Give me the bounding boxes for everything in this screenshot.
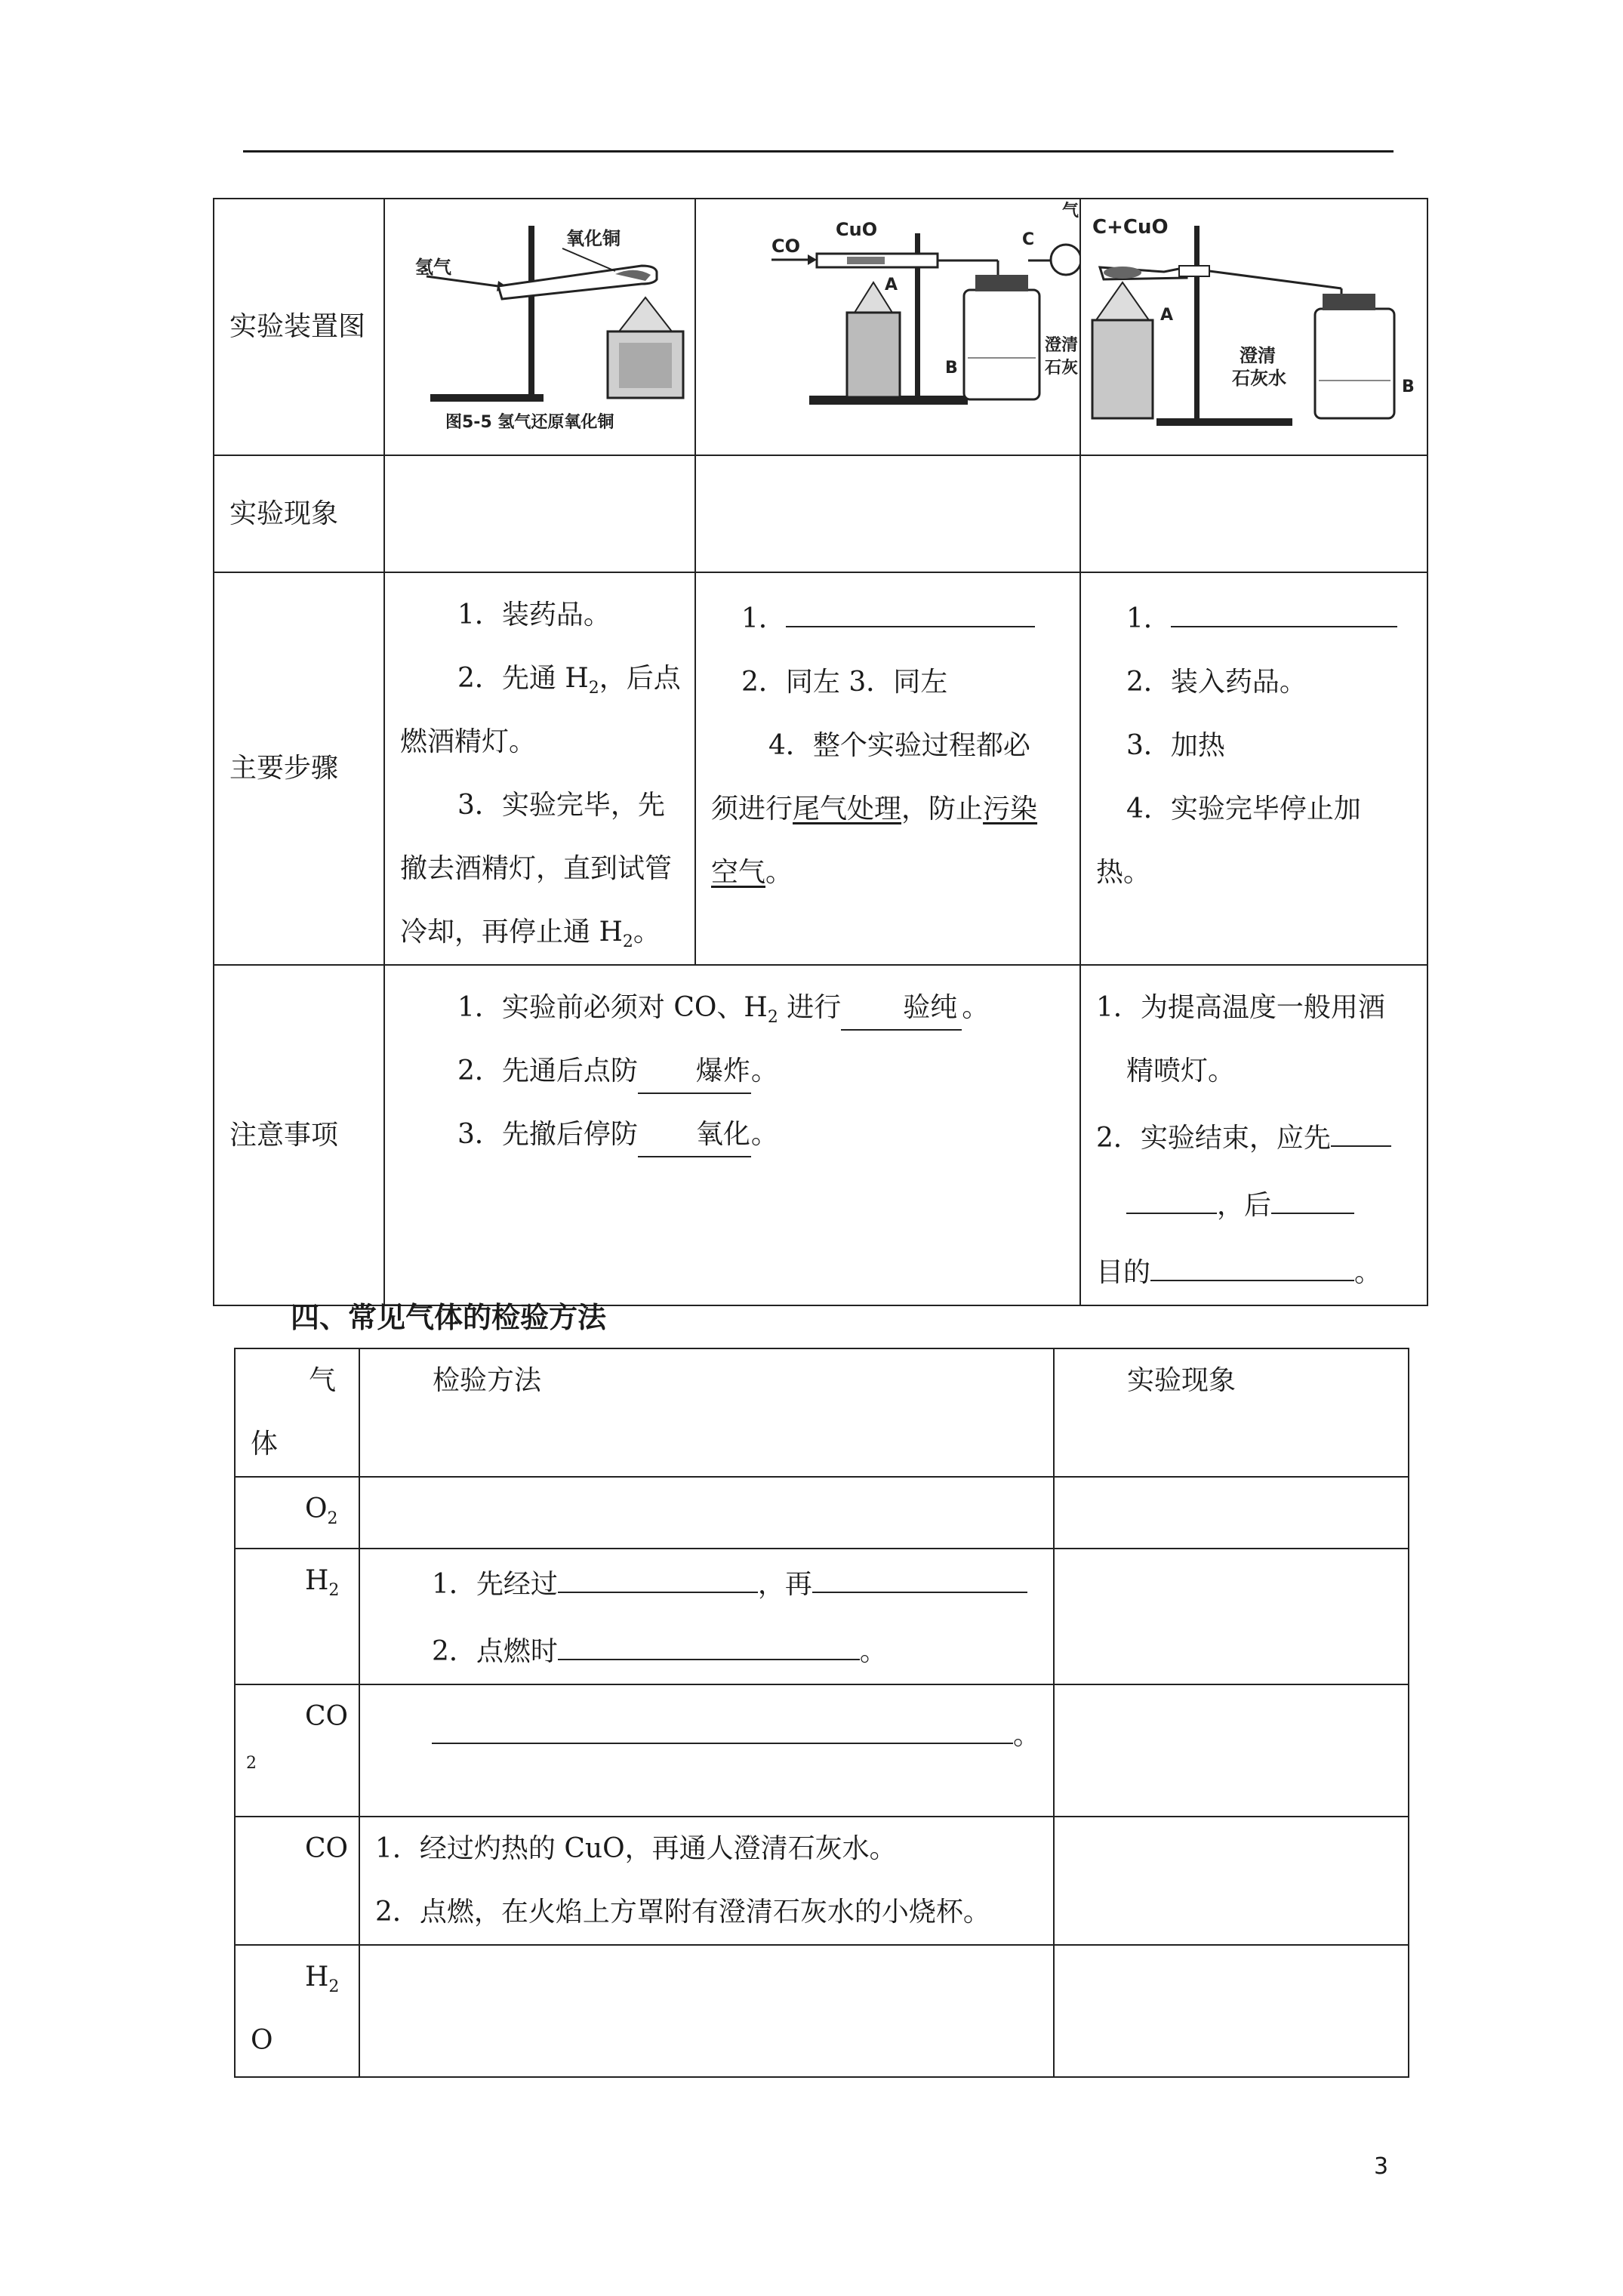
limewater-label-2: 石灰 [1045,359,1079,378]
gas-h2o: $H_2$ O [235,1945,359,2077]
phenomenon-h2 [1054,1549,1409,1684]
notes-h2-co [384,965,1080,1305]
note-c-2: 2．实验结束，应先 [1096,1103,1418,1170]
h2-method-blank-1[interactable] [558,1549,758,1593]
c-step-2: 2．装入药品。 [1126,667,1307,698]
h2-step-3: 3．实验完毕，先 [457,790,665,821]
phenomenon-co [1054,1817,1409,1945]
method-co [359,1817,1054,1945]
limewater-label-1: 澄清 [1045,336,1079,355]
steps-h2 [384,572,695,965]
phenomenon-c [1080,455,1427,572]
phenomenon-co [695,455,1080,572]
h2-step-2-cont: 燃酒精灯。 [400,726,537,757]
h2-method-blank-3[interactable] [558,1616,860,1660]
c-step-4: 4．实验完毕停止加 [1126,794,1361,824]
method-h2: 1．先经过 ，再 2．点燃时 。 [359,1549,1054,1684]
co-apparatus-figure [696,199,1079,455]
limewater-label-4: 石灰水 [1232,368,1286,389]
label-b: B [945,359,958,378]
page-number: 3 [1374,2153,1389,2180]
co-step-4: 4．整个实验过程都必 [768,730,1030,761]
c-step-3: 3．加热 [1126,730,1225,761]
method-o2 [359,1477,1054,1549]
gas-h2: $H_2$ [235,1549,359,1684]
co-step-1: 1． [711,584,1070,651]
gas-test-table [234,1348,1409,2078]
h2-step-3-end: 冷却，再停止通 $H_2$。 [400,917,661,952]
co-method-2: 2．点燃，在火焰上方罩附有澄清石灰水的小烧杯。 [375,1897,990,1928]
phenomenon-co2 [1054,1684,1409,1817]
method-co2: 。 [359,1684,1054,1817]
section-heading: 四、常见气体的检验方法 [291,1300,607,1334]
note-c-2-blank-2[interactable] [1126,1170,1217,1214]
header-method: 检验方法 [359,1348,1054,1477]
note-c-3-blank[interactable] [1150,1237,1354,1281]
h2-step-2: 2．先通 $H_2$，后点 [457,663,681,698]
phenomenon-h2 [384,455,695,572]
header-rule [243,150,1394,153]
label-a: A [885,276,898,294]
co-step-4-cont: 须进行尾气处理，防止污染 [711,794,1038,824]
experiment-table [213,198,1428,1306]
note-c-1: 1．为提高温度一般用酒 [1096,992,1385,1023]
gas-o2: $O_2$ [235,1477,359,1549]
gas-co2: CO 2 [235,1684,359,1817]
gas-co: CO [235,1817,359,1945]
gas-label: 气 [1062,202,1079,220]
note-3: 3．先撤后停防 氧化。 [400,1103,1070,1166]
method-h2o [359,1945,1054,2077]
co2-method-blank[interactable] [432,1700,1013,1744]
note-1-answer[interactable]: 验纯 [841,987,962,1031]
cuo-label: 氧化铜 [566,228,621,249]
c-step-1: 1． [1096,584,1418,651]
note-c-2-blank[interactable] [1331,1103,1391,1147]
note-3-answer[interactable]: 氧化 [638,1114,751,1157]
limewater-label-3: 澄清 [1240,345,1276,366]
co-label: CO [771,236,801,257]
steps-co [695,572,1080,965]
c-cuo-label: C+CuO [1092,216,1169,239]
figure-caption: 图5-5 氢气还原氧化铜 [445,413,614,432]
cuo-label-2: CuO [836,219,878,240]
apparatus-h2 [384,199,695,455]
note-2-answer[interactable]: 爆炸 [638,1050,751,1094]
h2-label: 氢气 [415,257,451,278]
note-c-3: 目的 。 [1096,1237,1418,1305]
co-method-1: 1．经过灼热的 CuO，再通人澄清石灰水。 [375,1833,897,1864]
header-gas: 气 体 [235,1348,359,1477]
c-step-1-blank[interactable] [1171,584,1397,627]
note-2: 2．先通后点防 爆炸。 [400,1040,1070,1103]
apparatus-c [1080,199,1427,455]
co-step-2: 2．同左 3．同左 [741,667,948,698]
note-1: 1．实验前必须对 CO、$H_2$ 进行 验纯 。 [400,976,1070,1040]
header-phenomenon: 实验现象 [1054,1348,1409,1477]
h2-apparatus-figure [385,199,694,455]
row-label-steps: 主要步骤 [214,572,384,965]
co-step-1-blank[interactable] [786,584,1035,627]
row-label-apparatus: 实验装置图 [214,199,384,455]
notes-c [1080,965,1427,1305]
label-b-2: B [1402,378,1415,396]
note-c-2-cont: ，后 [1096,1170,1418,1237]
phenomenon-h2o [1054,1945,1409,2077]
label-a-2: A [1160,306,1174,325]
c-step-4-cont: 热。 [1096,857,1151,888]
h2-method-blank-2[interactable] [812,1549,1027,1593]
co-step-4-end: 空气。 [711,857,793,888]
phenomenon-o2 [1054,1477,1409,1549]
label-c: C [1022,230,1035,249]
h2-step-1: 1．装药品。 [457,599,611,630]
h2-step-3-cont: 撤去酒精灯，直到试管 [400,853,673,884]
note-c-2-blank-3[interactable] [1271,1170,1354,1214]
row-label-phenomenon: 实验现象 [214,455,384,572]
apparatus-co [695,199,1080,455]
steps-c [1080,572,1427,965]
c-apparatus-figure [1081,199,1427,455]
note-c-1-cont: 精喷灯。 [1126,1056,1236,1086]
row-label-notes: 注意事项 [214,965,384,1305]
